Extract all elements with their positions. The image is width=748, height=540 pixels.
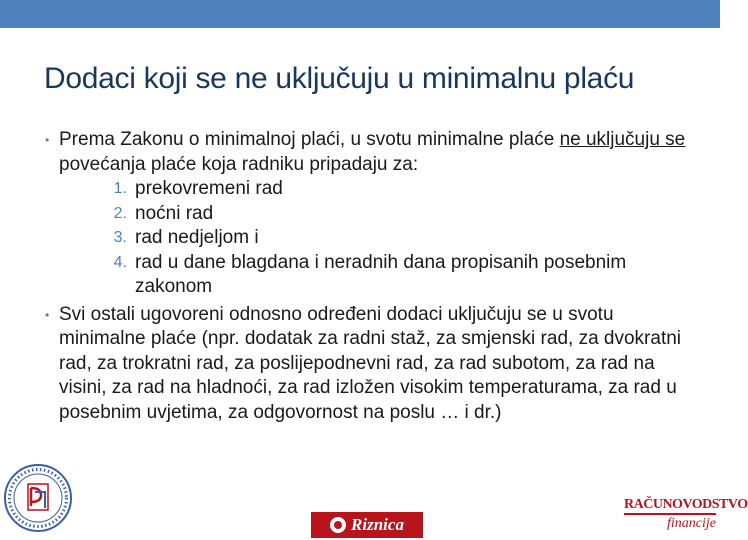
bullet-other-allowances bbox=[44, 303, 692, 426]
list-item-text: prekovremeni rad bbox=[135, 178, 283, 199]
riznica-logo bbox=[311, 512, 423, 538]
association-seal-logo bbox=[2, 462, 74, 534]
bullet-minimum-wage-law bbox=[44, 128, 692, 300]
riznica-emblem-icon bbox=[330, 517, 346, 533]
bullet1-text-after: povećanja plaće koja radniku pripadaju za: bbox=[59, 153, 419, 175]
list-item bbox=[59, 226, 692, 251]
slide-title: Dodaci koji se ne uključuju u minimalnu plaću bbox=[44, 62, 635, 95]
list-item-text: rad nedjeljom i bbox=[135, 227, 259, 248]
bullet2-text: Svi ostali ugovoreni odnosno određeni dodaci uključuju se u svotu minimalne plaće (npr. dodatak za radni staž, za smjenski rad, za dvokratni rad, za trokratni rad, za poslijepodnevni rad, za rad subotom, za rad na visini, za rad na hladnoći, za rad izložen visokim temperaturama, za rad u posebnim uvjetima, za odgovornost na poslu … i dr.) bbox=[59, 303, 682, 423]
bullet-dot-icon: • bbox=[45, 133, 50, 147]
bullet1-underlined-text: ne uključuju se bbox=[559, 129, 686, 150]
numbered-list bbox=[59, 177, 692, 300]
top-accent-bar bbox=[0, 0, 720, 28]
list-item bbox=[59, 177, 692, 202]
list-item-text: noćni rad bbox=[135, 202, 214, 224]
slide-content bbox=[44, 128, 692, 428]
list-item-number: 4. bbox=[113, 253, 127, 271]
list-item-number: 2. bbox=[113, 204, 127, 222]
riznica-logo-text: Riznica bbox=[351, 515, 404, 534]
list-item bbox=[59, 202, 692, 227]
list-item-number: 1. bbox=[113, 180, 127, 197]
racunovodstvo-logo-sub: financije bbox=[667, 516, 716, 531]
racunovodstvo-logo-name: RAČUNOVODSTVO bbox=[624, 496, 716, 515]
list-item bbox=[59, 251, 692, 300]
bullet-dot-icon: • bbox=[45, 307, 50, 322]
bullet1-text-before: Prema Zakonu o minimalnoj plaći, u svotu minimalne plaće bbox=[59, 129, 560, 150]
racunovodstvo-logo bbox=[624, 496, 748, 538]
list-item-number: 3. bbox=[113, 229, 127, 246]
list-item-text: rad u dane blagdana i neradnih dana propisanih posebnim zakonom bbox=[135, 251, 627, 297]
